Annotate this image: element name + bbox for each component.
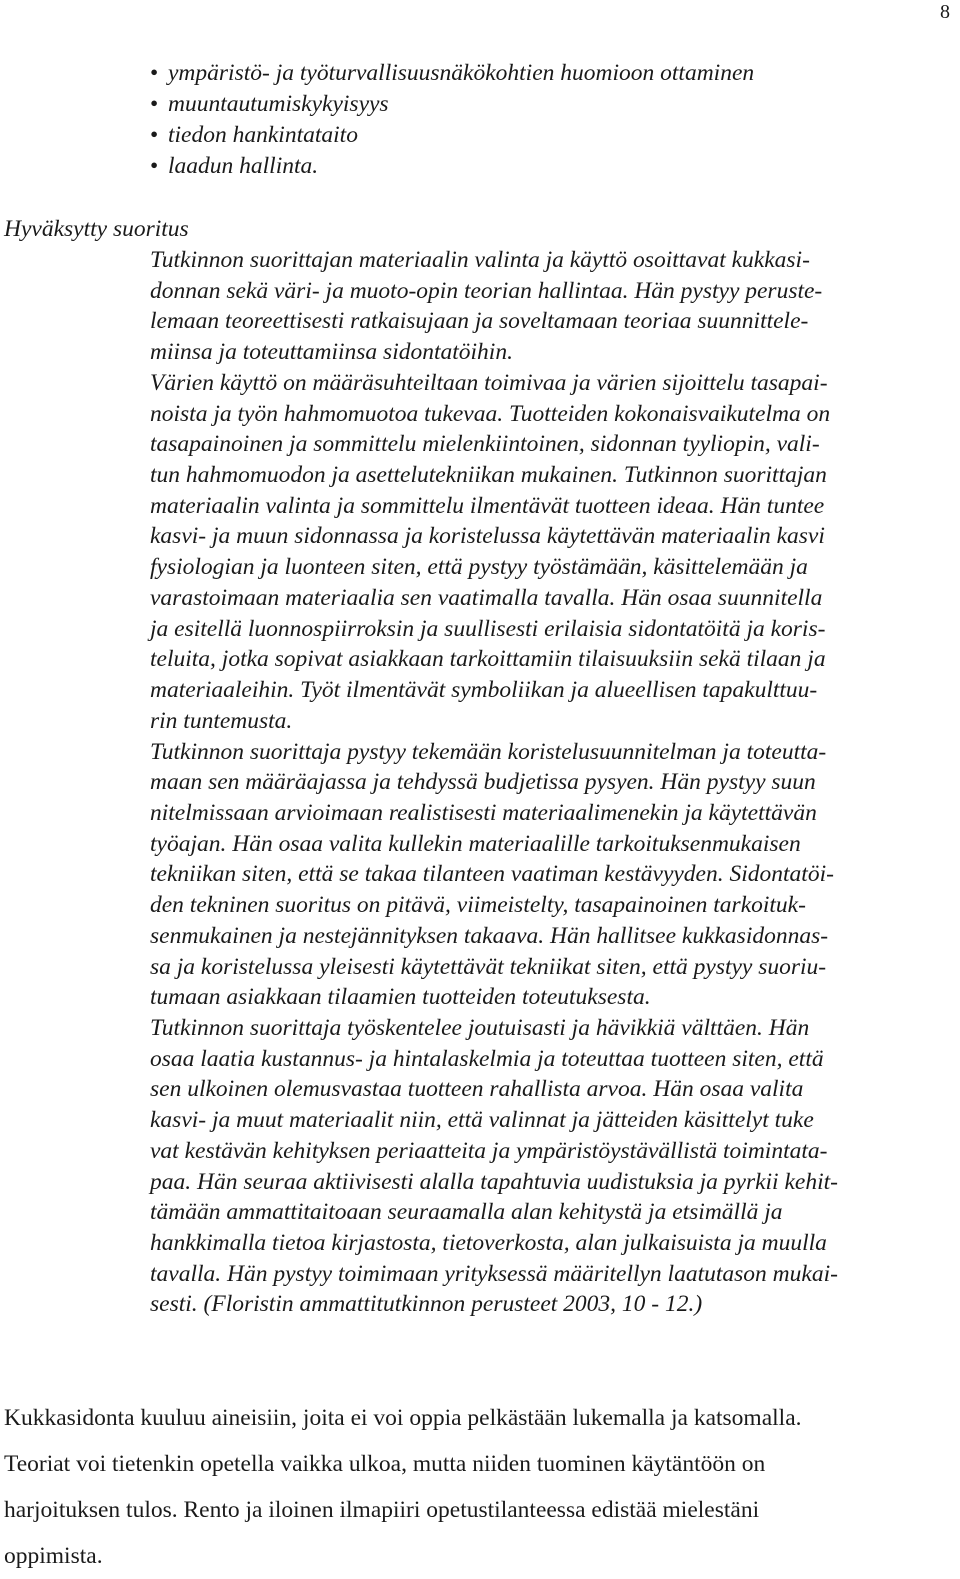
criteria-line: kasvi- ja muut materiaalit niin, että valinnat ja jätteiden käsittelyt tuke (150, 1107, 814, 1134)
body-line: Teoriat voi tietenkin opetella vaikka ulkoa, mutta niiden tuominen käytäntöön on (4, 1451, 766, 1477)
page-number: 8 (940, 1, 950, 23)
criteria-paragraphs (150, 245, 950, 1320)
criteria-line: Tutkinnon suorittaja työskentelee joutuisasti ja hävikkiä välttäen. Hän (150, 1014, 810, 1041)
criteria-line: hankkimalla tietoa kirjastosta, tietoverkosta, alan julkaisuista ja muulla (150, 1230, 827, 1256)
bullet-marker: • (150, 91, 159, 117)
criteria-line: sesti. (Floristin ammattitutkinnon perusteet 2003, 10 - 12.) (150, 1291, 703, 1318)
criteria-line: paa. Hän seuraa aktiivisesti alalla tapahtuvia uudistuksia ja pyrkii kehit- (150, 1168, 838, 1195)
bullet-marker: • (150, 60, 159, 86)
criteria-line: rin tuntemusta. (150, 707, 293, 734)
criteria-line: senmukainen ja nestejännityksen takaava. Hän hallitsee kukkasidonnas- (150, 922, 829, 949)
criteria-line: den tekninen suoritus on pitävä, viimeistelty, tasapainoinen tarkoituk- (150, 892, 806, 919)
criteria-line: työajan. Hän osaa valita kullekin materiaalille tarkoituksenmukaisen (150, 830, 801, 857)
criteria-line: sa ja koristelussa yleisesti käytettävät tekniikat siten, että pystyy suoriu- (150, 953, 827, 980)
body-paragraph (4, 1395, 954, 1579)
bullet-marker: • (150, 153, 159, 179)
criteria-line: tämään ammattitaitoaan seuraamalla alan kehitystä ja etsimällä ja (150, 1199, 783, 1226)
criteria-line: maan sen määräajassa ja tehdyssä budjetissa pysyen. Hän pystyy suun (150, 769, 816, 796)
criteria-line: ja esitellä luonnospiirroksin ja suullisesti erilaisia sidontatöitä ja koris- (150, 615, 826, 642)
criteria-line: tumaan asiakkaan tilaamien tuotteiden toteutuksesta. (150, 984, 651, 1011)
bullet-item (150, 120, 754, 151)
criteria-line: miinsa ja toteuttamiinsa sidontatöihin. (150, 339, 513, 366)
criteria-line: tasapainoinen ja sommittelu mielenkiintoinen, sidonnan tyyliopin, vali- (150, 431, 820, 458)
criteria-line: sen ulkoinen olemusvastaa tuotteen rahallista arvoa. Hän osaa valita (150, 1076, 804, 1103)
criteria-line: tun hahmomuodon ja asettelutekniikan mukainen. Tutkinnon suorittajan (150, 462, 827, 489)
criteria-line: osaa laatia kustannus- ja hintalaskelmia ja toteuttaa tuotteen siten, että (150, 1045, 824, 1072)
criteria-line: fysiologian ja luonteen siten, että pystyy työstämään, käsittelemään ja (150, 554, 808, 581)
bullet-text: tiedon hankintataito (168, 122, 358, 148)
bullet-list (150, 58, 754, 182)
criteria-line: donnan sekä väri- ja muoto-opin teorian hallintaa. Hän pystyy peruste- (150, 277, 823, 304)
criteria-line: materiaalin valinta ja sommittelu ilmentävät tuotteen ideaa. Hän tuntee (150, 492, 825, 519)
criteria-line: noista ja työn hahmomuotoa tukevaa. Tuotteiden kokonaisvaikutelma on (150, 400, 831, 427)
body-line: oppimista. (4, 1543, 103, 1569)
bullet-text: laadun hallinta. (168, 153, 319, 179)
criteria-line: varastoimaan materiaalia sen vaatimalla tavalla. Hän osaa suunnitella (150, 584, 823, 611)
section-heading: Hyväksytty suoritus (4, 216, 189, 242)
bullet-marker: • (150, 122, 159, 148)
bullet-text: muuntautumiskykyisyys (168, 91, 389, 117)
criteria-line: kasvi- ja muun sidonnassa ja koristelussa käytettävän materiaalin kasvi (150, 523, 825, 550)
bullet-text: ympäristö- ja työturvallisuusnäkökohtien huomioon ottaminen (168, 60, 755, 86)
criteria-line: materiaaleihin. Työt ilmentävät symboliikan ja alueellisen tapakulttuu- (150, 677, 818, 704)
bullet-item (150, 89, 754, 120)
body-line: Kukkasidonta kuuluu aineisiin, joita ei voi oppia pelkästään lukemalla ja katsomalla. (4, 1405, 802, 1431)
criteria-line: tekniikan siten, että se takaa tilanteen vaatiman kestävyyden. Sidontatöi- (150, 861, 834, 888)
bullet-item (150, 58, 754, 89)
criteria-line: Värien käyttö on määräsuhteiltaan toimivaa ja värien sijoittelu tasapai- (150, 369, 828, 396)
criteria-line: vat kestävän kehityksen periaatteita ja ympäristöystävällistä toimintata- (150, 1137, 828, 1164)
criteria-line: Tutkinnon suorittajan materiaalin valinta ja käyttö osoittavat kukkasi- (150, 247, 810, 273)
criteria-line: Tutkinnon suorittaja pystyy tekemään koristelusuunnitelman ja toteutta- (150, 738, 827, 765)
criteria-line: nitelmissaan arvioimaan realistisesti materiaalimenekin ja käytettävän (150, 799, 817, 826)
criteria-line: lemaan teoreettisesti ratkaisujaan ja soveltamaan teoriaa suunnittele- (150, 308, 809, 335)
body-line: harjoituksen tulos. Rento ja iloinen ilmapiiri opetustilanteessa edistää mielestäni (4, 1497, 760, 1523)
bullet-item (150, 151, 754, 182)
criteria-line: teluita, jotka sopivat asiakkaan tarkoittamiin tilaisuuksiin sekä tilaan ja (150, 646, 826, 673)
criteria-line: tavalla. Hän pystyy toimimaan yrityksessä määritellyn laatutason mukai- (150, 1260, 838, 1287)
